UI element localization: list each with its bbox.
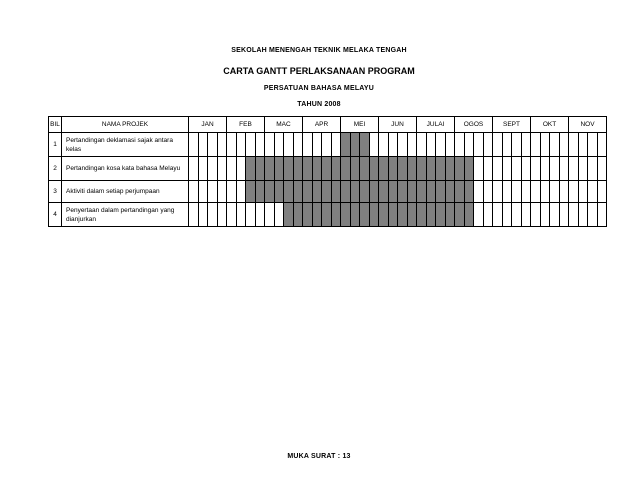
week-cell — [550, 203, 560, 227]
week-cell — [597, 181, 607, 203]
week-cell — [236, 181, 246, 203]
month-header: JUN — [379, 117, 417, 133]
gantt-bar-cell — [445, 157, 455, 181]
week-cell — [569, 181, 579, 203]
gantt-bar-cell — [284, 157, 294, 181]
gantt-bar-cell — [436, 181, 446, 203]
week-cell — [236, 157, 246, 181]
week-cell — [217, 133, 227, 157]
week-cell — [578, 203, 588, 227]
gantt-bar-cell — [293, 181, 303, 203]
gantt-bar-cell — [436, 203, 446, 227]
project-name: Aktiviti dalam setiap perjumpaan — [62, 181, 189, 203]
gantt-bar-cell — [426, 157, 436, 181]
gantt-bar-cell — [398, 203, 408, 227]
gantt-bar-cell — [265, 181, 275, 203]
week-cell — [597, 133, 607, 157]
gantt-bar-cell — [274, 181, 284, 203]
gantt-bar-cell — [379, 181, 389, 203]
week-cell — [559, 133, 569, 157]
week-cell — [578, 181, 588, 203]
association-name: PERSATUAN BAHASA MELAYU — [263, 85, 375, 92]
row-number: 1 — [49, 133, 62, 157]
week-cell — [426, 133, 436, 157]
page-number: MUKA SURAT : 13 — [287, 453, 351, 460]
table-row — [49, 157, 607, 181]
week-cell — [578, 133, 588, 157]
week-cell — [312, 133, 322, 157]
table-row — [49, 133, 607, 157]
gantt-bar-cell — [407, 157, 417, 181]
week-cell — [322, 133, 332, 157]
week-cell — [217, 181, 227, 203]
week-cell — [265, 203, 275, 227]
week-cell — [540, 157, 550, 181]
gantt-bar-cell — [436, 157, 446, 181]
week-cell — [274, 133, 284, 157]
chart-title: CARTA GANTT PERLAKSANAAN PROGRAM — [223, 66, 415, 76]
gantt-bar-cell — [350, 133, 360, 157]
week-cell — [293, 133, 303, 157]
week-cell — [588, 181, 598, 203]
week-cell — [217, 157, 227, 181]
gantt-bar-cell — [312, 181, 322, 203]
week-cell — [198, 181, 208, 203]
gantt-bar-cell — [455, 181, 465, 203]
project-name: Pertandingan kosa kata bahasa Melayu — [62, 157, 189, 181]
week-cell — [588, 133, 598, 157]
week-cell — [512, 157, 522, 181]
week-cell — [540, 133, 550, 157]
week-cell — [540, 203, 550, 227]
week-cell — [531, 181, 541, 203]
week-cell — [502, 203, 512, 227]
week-cell — [208, 157, 218, 181]
week-cell — [369, 133, 379, 157]
gantt-table — [48, 116, 607, 227]
week-cell — [474, 157, 484, 181]
week-cell — [512, 181, 522, 203]
week-cell — [303, 133, 313, 157]
week-cell — [436, 133, 446, 157]
gantt-bar-cell — [455, 203, 465, 227]
week-cell — [521, 133, 531, 157]
week-cell — [493, 181, 503, 203]
gantt-bar-cell — [398, 181, 408, 203]
week-cell — [189, 133, 199, 157]
week-cell — [597, 203, 607, 227]
week-cell — [550, 181, 560, 203]
month-header: FEB — [227, 117, 265, 133]
week-cell — [284, 133, 294, 157]
week-cell — [227, 181, 237, 203]
week-cell — [455, 133, 465, 157]
week-cell — [198, 157, 208, 181]
week-cell — [588, 203, 598, 227]
week-cell — [521, 157, 531, 181]
gantt-bar-cell — [360, 157, 370, 181]
week-cell — [227, 203, 237, 227]
week-cell — [569, 157, 579, 181]
gantt-bar-cell — [312, 157, 322, 181]
week-cell — [483, 181, 493, 203]
week-cell — [265, 133, 275, 157]
week-cell — [559, 181, 569, 203]
month-header: OGOS — [455, 117, 493, 133]
gantt-bar-cell — [331, 157, 341, 181]
month-header: MEI — [341, 117, 379, 133]
table-row — [49, 203, 607, 227]
week-cell — [512, 133, 522, 157]
week-cell — [236, 203, 246, 227]
gantt-bar-cell — [379, 203, 389, 227]
week-cell — [493, 203, 503, 227]
gantt-bar-cell — [341, 203, 351, 227]
week-cell — [246, 203, 256, 227]
school-name: SEKOLAH MENENGAH TEKNIK MELAKA TENGAH — [231, 47, 407, 54]
week-cell — [255, 133, 265, 157]
gantt-bar-cell — [303, 157, 313, 181]
week-cell — [379, 133, 389, 157]
row-number: 2 — [49, 157, 62, 181]
gantt-bar-cell — [388, 181, 398, 203]
week-cell — [531, 157, 541, 181]
week-cell — [388, 133, 398, 157]
week-cell — [208, 181, 218, 203]
column-header-project: NAMA PROJEK — [62, 117, 189, 133]
table-row — [49, 181, 607, 203]
week-cell — [417, 133, 427, 157]
week-cell — [445, 133, 455, 157]
gantt-bar-cell — [417, 203, 427, 227]
month-header: NOV — [569, 117, 607, 133]
gantt-bar-cell — [445, 203, 455, 227]
week-cell — [483, 157, 493, 181]
gantt-bar-cell — [303, 181, 313, 203]
week-cell — [540, 181, 550, 203]
week-cell — [502, 157, 512, 181]
header-row — [49, 117, 607, 133]
week-cell — [493, 157, 503, 181]
gantt-bar-cell — [293, 203, 303, 227]
gantt-bar-cell — [388, 203, 398, 227]
gantt-bar-cell — [255, 181, 265, 203]
week-cell — [531, 133, 541, 157]
project-name: Penyertaan dalam pertandingan yang dianjurkan — [62, 203, 189, 227]
year-label: TAHUN 2008 — [297, 101, 341, 108]
gantt-bar-cell — [246, 157, 256, 181]
gantt-bar-cell — [407, 181, 417, 203]
gantt-bar-cell — [417, 181, 427, 203]
row-number: 3 — [49, 181, 62, 203]
week-cell — [559, 203, 569, 227]
gantt-bar-cell — [322, 157, 332, 181]
gantt-bar-cell — [331, 203, 341, 227]
gantt-bar-cell — [398, 157, 408, 181]
week-cell — [502, 181, 512, 203]
gantt-bar-cell — [341, 157, 351, 181]
week-cell — [474, 133, 484, 157]
month-header: JAN — [189, 117, 227, 133]
gantt-bar-cell — [464, 203, 474, 227]
gantt-bar-cell — [445, 181, 455, 203]
gantt-bar-cell — [350, 181, 360, 203]
week-cell — [531, 203, 541, 227]
week-cell — [236, 133, 246, 157]
week-cell — [559, 157, 569, 181]
gantt-bar-cell — [322, 203, 332, 227]
week-cell — [493, 133, 503, 157]
week-cell — [255, 203, 265, 227]
week-cell — [189, 203, 199, 227]
week-cell — [474, 181, 484, 203]
week-cell — [483, 203, 493, 227]
month-header: MAC — [265, 117, 303, 133]
week-cell — [550, 157, 560, 181]
week-cell — [246, 133, 256, 157]
week-cell — [274, 203, 284, 227]
gantt-bar-cell — [265, 157, 275, 181]
gantt-bar-cell — [284, 203, 294, 227]
gantt-bar-cell — [341, 181, 351, 203]
gantt-bar-cell — [350, 203, 360, 227]
week-cell — [569, 203, 579, 227]
week-cell — [474, 203, 484, 227]
column-header-bil: BIL — [49, 117, 62, 133]
gantt-bar-cell — [360, 133, 370, 157]
gantt-bar-cell — [246, 181, 256, 203]
week-cell — [597, 157, 607, 181]
month-header: APR — [303, 117, 341, 133]
gantt-bar-cell — [322, 181, 332, 203]
gantt-bar-cell — [350, 157, 360, 181]
gantt-bar-cell — [369, 181, 379, 203]
gantt-bar-cell — [360, 203, 370, 227]
week-cell — [521, 203, 531, 227]
row-number: 4 — [49, 203, 62, 227]
gantt-bar-cell — [407, 203, 417, 227]
week-cell — [189, 157, 199, 181]
month-header: SEPT — [493, 117, 531, 133]
gantt-bar-cell — [360, 181, 370, 203]
gantt-bar-cell — [293, 157, 303, 181]
week-cell — [227, 133, 237, 157]
gantt-bar-cell — [455, 157, 465, 181]
project-name: Pertandingan deklamasi sajak antara kelas — [62, 133, 189, 157]
week-cell — [208, 133, 218, 157]
gantt-bar-cell — [388, 157, 398, 181]
month-header: OKT — [531, 117, 569, 133]
gantt-bar-cell — [464, 181, 474, 203]
gantt-bar-cell — [369, 157, 379, 181]
week-cell — [198, 133, 208, 157]
gantt-bar-cell — [303, 203, 313, 227]
gantt-bar-cell — [274, 157, 284, 181]
week-cell — [512, 203, 522, 227]
gantt-bar-cell — [312, 203, 322, 227]
week-cell — [521, 181, 531, 203]
gantt-bar-cell — [464, 157, 474, 181]
gantt-bar-cell — [331, 181, 341, 203]
week-cell — [550, 133, 560, 157]
gantt-grid — [48, 116, 607, 227]
gantt-bar-cell — [426, 203, 436, 227]
week-cell — [407, 133, 417, 157]
week-cell — [227, 157, 237, 181]
gantt-bar-cell — [341, 133, 351, 157]
week-cell — [217, 203, 227, 227]
week-cell — [398, 133, 408, 157]
week-cell — [464, 133, 474, 157]
month-header: JULAI — [417, 117, 455, 133]
week-cell — [578, 157, 588, 181]
week-cell — [198, 203, 208, 227]
gantt-bar-cell — [379, 157, 389, 181]
week-cell — [502, 133, 512, 157]
gantt-bar-cell — [284, 181, 294, 203]
gantt-bar-cell — [255, 157, 265, 181]
gantt-bar-cell — [426, 181, 436, 203]
week-cell — [331, 133, 341, 157]
week-cell — [588, 157, 598, 181]
week-cell — [189, 181, 199, 203]
week-cell — [208, 203, 218, 227]
gantt-bar-cell — [417, 157, 427, 181]
week-cell — [569, 133, 579, 157]
gantt-bar-cell — [369, 203, 379, 227]
week-cell — [483, 133, 493, 157]
